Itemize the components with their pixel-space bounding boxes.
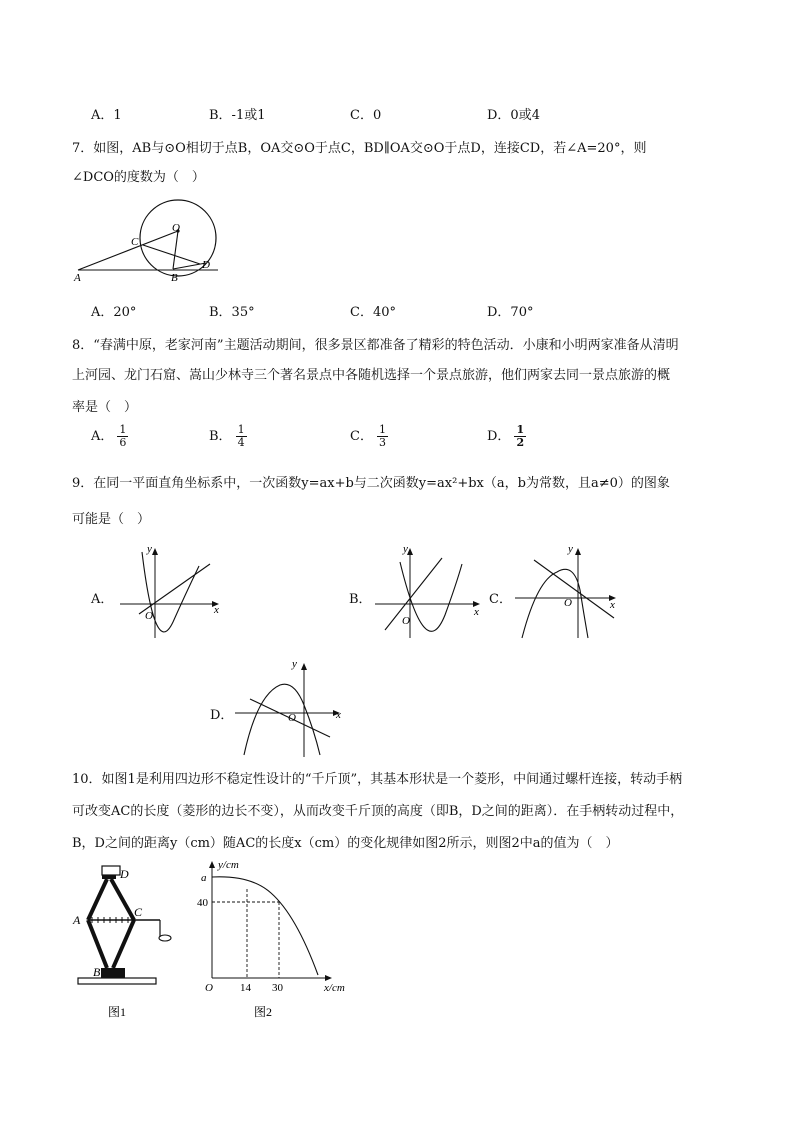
q10-stem-line2: 可改变AC的长度（菱形的边长不变），从而改变千斤顶的高度（即B，D之间的距离）．在手柄转动过程中， [72, 804, 684, 819]
label-o: O [172, 222, 180, 234]
q6-option-a: A．1 [91, 108, 122, 123]
q9-option-a-label: A． [91, 592, 114, 607]
svg-text:40: 40 [197, 897, 208, 909]
svg-text:x: x [474, 606, 479, 618]
svg-text:x: x [610, 599, 615, 611]
q6-option-b: B．-1或1 [209, 108, 266, 123]
q9-graph-c [512, 540, 622, 640]
q7-figure-circle-tangent [70, 195, 230, 290]
q9-stem-line1: 9．在同一平面直角坐标系中，一次函数y=ax+b与二次函数y=ax²+bx（a，b为常数，且a≠0）的图象 [72, 476, 670, 491]
q9-graph-d [232, 655, 347, 760]
svg-text:D: D [120, 867, 129, 881]
q10-figure-2-graph [196, 855, 366, 1025]
svg-text:x/cm: x/cm [324, 982, 345, 994]
q8-option-b: B． $\frac{1}{4}$ [209, 423, 245, 449]
svg-text:14: 14 [240, 982, 251, 994]
svg-text:O: O [402, 615, 410, 627]
q7-option-d: D．70° [487, 305, 534, 320]
q8-option-d: D． $\frac{1}{2}$ [487, 423, 525, 449]
svg-text:x: x [214, 604, 219, 616]
q6-option-c: C．0 [350, 108, 382, 123]
q9-option-d-label: D． [210, 708, 234, 723]
q8-stem-line3: 率是（ ） [72, 400, 138, 415]
q9-graph-a [115, 540, 225, 640]
svg-text:C: C [134, 905, 143, 919]
curve-y-vs-x [212, 877, 318, 975]
q7-stem-line2: ∠DCO的度数为（ ） [72, 170, 205, 185]
line-b [385, 558, 442, 630]
q7-option-c: C．40° [350, 305, 396, 320]
svg-text:y: y [403, 543, 408, 555]
label-d: D [202, 259, 210, 271]
label-b: B [171, 272, 178, 284]
svg-text:O: O [205, 982, 213, 994]
q7-stem-line1: 7．如图，AB与⊙O相切于点B，OA交⊙O于点C，BD∥OA交⊙O于点D，连接CD，若∠A=20°，则 [72, 141, 647, 156]
q7-option-b: B．35° [209, 305, 255, 320]
svg-text:a: a [201, 872, 207, 884]
label-c: C [131, 236, 139, 248]
svg-text:A: A [73, 913, 81, 927]
line-a [139, 564, 210, 614]
label-a: A [74, 272, 81, 284]
line-c [534, 560, 614, 618]
svg-text:y/cm: y/cm [218, 859, 239, 871]
q6-option-d: D．0或4 [487, 108, 540, 123]
svg-text:图2: 图2 [254, 1005, 273, 1019]
svg-text:B: B [93, 965, 101, 979]
svg-text:30: 30 [272, 982, 283, 994]
svg-text:O: O [288, 712, 296, 724]
q10-stem-line3: B，D之间的距离y（cm）随AC的长度x（cm）的变化规律如图2所示，则图2中a的值为（ ） [72, 836, 619, 851]
svg-text:y: y [292, 658, 297, 670]
q9-option-c-label: C． [489, 592, 512, 607]
svg-text:y: y [147, 543, 152, 555]
line-ob [173, 231, 178, 269]
q8-stem-line2: 上河园、龙门石窟、嵩山少林寺三个著名景点中各随机选择一个景点旅游，他们两家去同一景点旅游的概 [72, 368, 671, 383]
q9-option-b-label: B． [349, 592, 372, 607]
q9-stem-line2: 可能是（ ） [72, 512, 151, 527]
q8-option-c: C． $\frac{1}{3}$ [350, 423, 386, 449]
line-cd [143, 245, 200, 264]
svg-text:O: O [564, 597, 572, 609]
svg-text:y: y [568, 543, 573, 555]
q8-option-a: A． $\frac{1}{6}$ [91, 423, 127, 449]
parabola-d [244, 684, 320, 755]
q8-stem-line1: 8．“春满中原，老家河南”主题活动期间，很多景区都准备了精彩的特色活动．小康和小明两家准备从清明 [72, 338, 679, 353]
svg-text:图1: 图1 [108, 1005, 127, 1019]
q7-option-a: A．20° [91, 305, 137, 320]
q10-figure-1-jack [70, 860, 180, 1030]
q10-stem-line1: 10．如图1是利用四边形不稳定性设计的“千斤顶”，其基本形状是一个菱形，中间通过螺杆连接，转动手柄 [72, 772, 683, 787]
q9-graph-b [370, 540, 485, 640]
svg-text:O: O [145, 610, 153, 622]
line-ao [78, 231, 178, 270]
svg-text:x: x [336, 709, 341, 721]
